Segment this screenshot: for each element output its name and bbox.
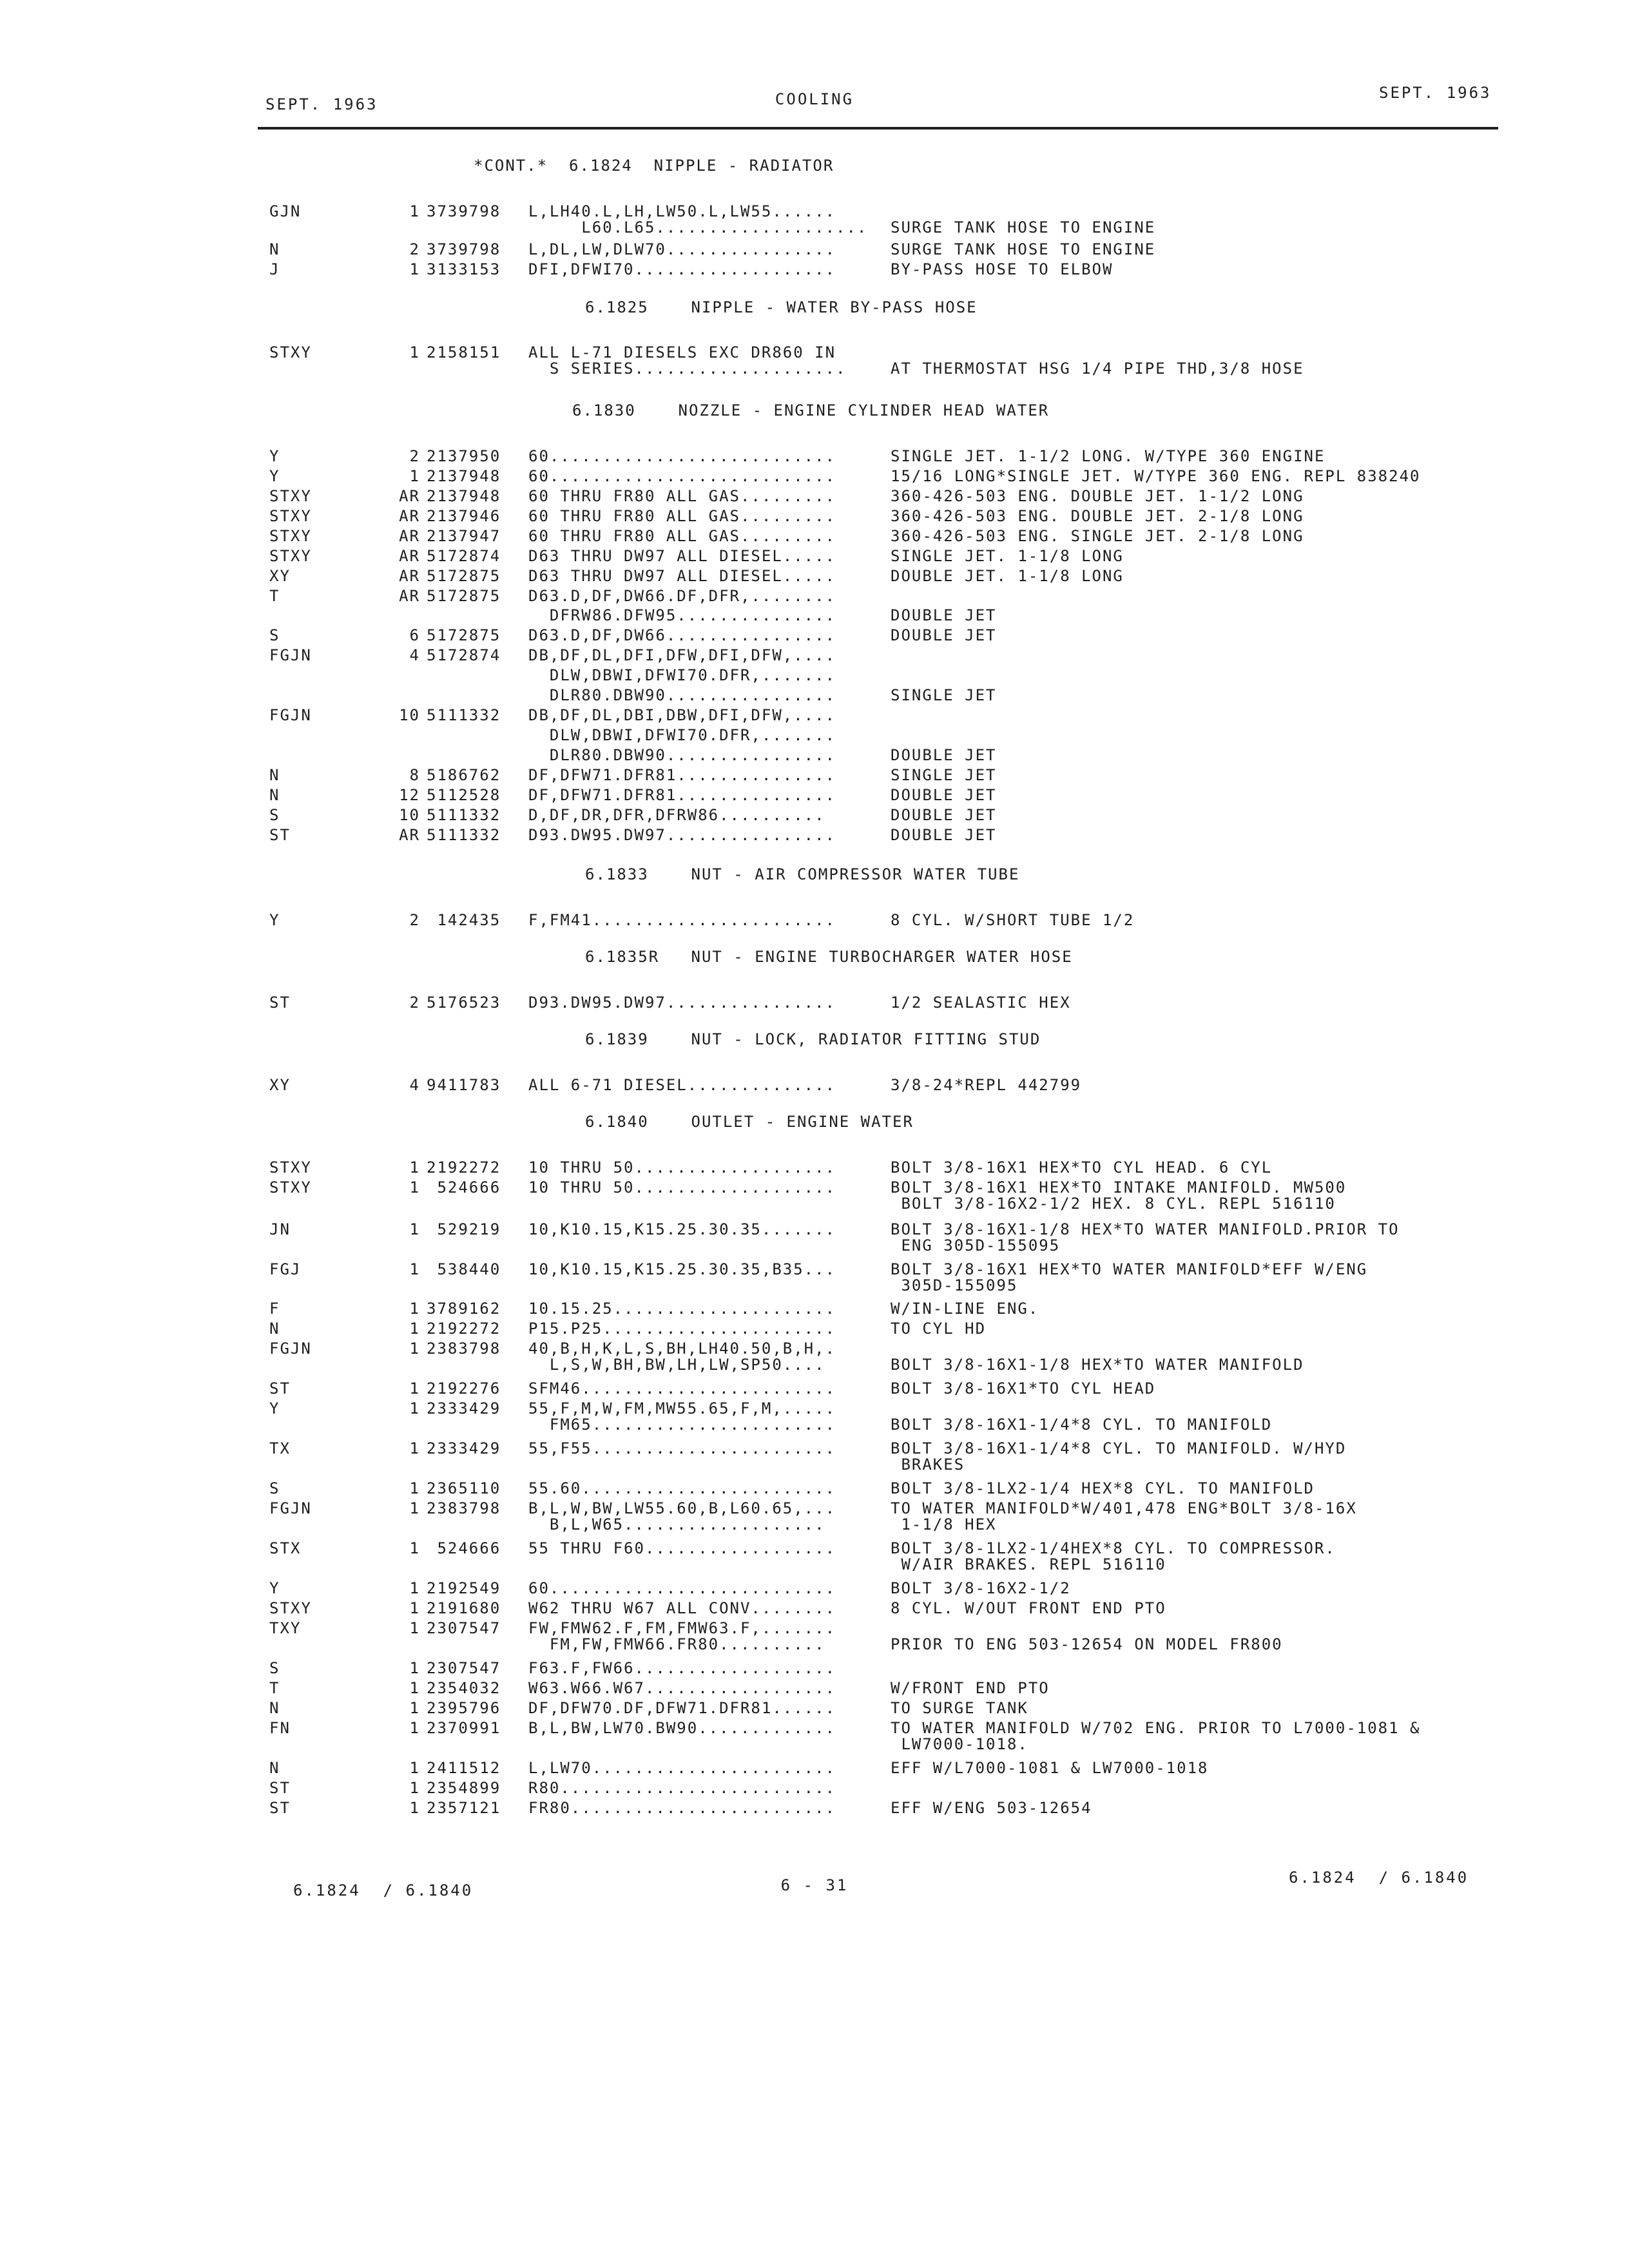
model-applicability: 60........................... xyxy=(528,467,836,485)
ref-code: STXY xyxy=(269,547,312,565)
part-description: SINGLE JET. 1-1/2 LONG. W/TYPE 360 ENGINE xyxy=(891,447,1325,465)
model-applicability: D93.DW95.DW97................ xyxy=(528,826,836,844)
part-number: 3739798 xyxy=(427,240,501,258)
part-description: 15/16 LONG*SINGLE JET. W/TYPE 360 ENG. REPL 838240 xyxy=(891,467,1421,485)
ref-code: Y xyxy=(269,1399,280,1418)
part-description: DOUBLE JET xyxy=(891,786,997,804)
quantity: 1 xyxy=(409,1539,420,1557)
part-description: BOLT 3/8-16X2-1/2 HEX. 8 CYL. REPL 516110 xyxy=(891,1195,1336,1213)
model-applicability: F63.F,FW66................... xyxy=(528,1659,836,1677)
section-heading: *CONT.* 6.1824 NIPPLE - RADIATOR xyxy=(474,157,834,175)
header-section-title: COOLING xyxy=(775,90,854,108)
quantity: AR xyxy=(399,507,420,525)
part-number: 5111332 xyxy=(427,706,501,724)
quantity: 2 xyxy=(409,447,420,465)
part-number: 2354899 xyxy=(427,1779,501,1797)
model-applicability: L,LW70....................... xyxy=(528,1759,836,1777)
model-applicability: B,L,BW,LW70.BW90............. xyxy=(528,1719,836,1737)
section-heading: 6.1839 NUT - LOCK, RADIATOR FITTING STUD xyxy=(585,1030,1041,1048)
part-description: 3/8-24*REPL 442799 xyxy=(891,1076,1082,1094)
ref-code: S xyxy=(269,626,280,644)
model-applicability: DB,DF,DL,DBI,DBW,DFI,DFW,.... xyxy=(528,706,836,724)
footer-left-range: 6.1824 / 6.1840 xyxy=(293,1881,474,1899)
part-description: DOUBLE JET xyxy=(891,746,997,764)
model-applicability: DFI,DFWI70................... xyxy=(528,260,836,278)
model-applicability: B,L,W65................... xyxy=(528,1515,825,1533)
ref-code: S xyxy=(269,1659,280,1677)
model-applicability: FM,FW,FMW66.FR80.......... xyxy=(528,1635,825,1653)
model-applicability: 55,F55....................... xyxy=(528,1439,836,1457)
model-applicability: R80.......................... xyxy=(528,1779,836,1797)
part-description: BOLT 3/8-16X1-1/8 HEX*TO WATER MANIFOLD xyxy=(891,1356,1304,1374)
part-number: 5172874 xyxy=(427,646,501,664)
part-description: BOLT 3/8-16X1*TO CYL HEAD xyxy=(891,1379,1156,1398)
ref-code: F xyxy=(269,1300,280,1318)
header-right-date: SEPT. 1963 xyxy=(1379,84,1492,102)
footer-right-range: 6.1824 / 6.1840 xyxy=(1289,1869,1469,1887)
model-applicability: 10,K10.15,K15.25.30.35,B35... xyxy=(528,1260,836,1278)
ref-code: Y xyxy=(269,1579,280,1597)
ref-code: N xyxy=(269,240,280,258)
model-applicability: 55,F,M,W,FM,MW55.65,F,M,..... xyxy=(528,1399,836,1418)
part-number: 2365110 xyxy=(427,1479,501,1497)
part-number: 5172875 xyxy=(427,587,501,605)
ref-code: T xyxy=(269,587,280,605)
part-number: 2137947 xyxy=(427,527,501,545)
quantity: 1 xyxy=(409,1579,420,1597)
ref-code: FGJN xyxy=(269,706,312,724)
model-applicability: B,L,W,BW,LW55.60,B,L60.65,... xyxy=(528,1499,836,1517)
part-number: 2192272 xyxy=(427,1320,501,1338)
ref-code: TX xyxy=(269,1439,291,1457)
part-number: 3789162 xyxy=(427,1300,501,1318)
section-heading: 6.1825 NIPPLE - WATER BY-PASS HOSE xyxy=(585,298,978,316)
model-applicability: 60........................... xyxy=(528,447,836,465)
quantity: 1 xyxy=(409,1340,420,1358)
quantity: 1 xyxy=(409,260,420,278)
part-description: BOLT 3/8-1LX2-1/4HEX*8 CYL. TO COMPRESSOR. xyxy=(891,1539,1336,1557)
part-number: 2307547 xyxy=(427,1619,501,1637)
part-number: 5112528 xyxy=(427,786,501,804)
ref-code: FN xyxy=(269,1719,291,1737)
model-applicability: 60 THRU FR80 ALL GAS......... xyxy=(528,487,836,505)
quantity: 1 xyxy=(409,1619,420,1637)
part-number: 2395796 xyxy=(427,1699,501,1717)
part-number: 2192549 xyxy=(427,1579,501,1597)
quantity: 1 xyxy=(409,1599,420,1617)
quantity: 1 xyxy=(409,1759,420,1777)
ref-code: XY xyxy=(269,567,291,585)
part-description: DOUBLE JET xyxy=(891,606,997,624)
part-number: 2383798 xyxy=(427,1340,501,1358)
part-number: 2354032 xyxy=(427,1679,501,1697)
part-number: 3133153 xyxy=(427,260,501,278)
model-applicability: 10 THRU 50................... xyxy=(528,1158,836,1177)
part-description: TO CYL HD xyxy=(891,1320,987,1338)
quantity: 1 xyxy=(409,1220,420,1238)
part-description: BOLT 3/8-1LX2-1/4 HEX*8 CYL. TO MANIFOLD xyxy=(891,1479,1315,1497)
part-description: 305D-155095 xyxy=(891,1276,1018,1294)
quantity: 1 xyxy=(409,1439,420,1457)
quantity: 1 xyxy=(409,1178,420,1196)
quantity: AR xyxy=(399,587,420,605)
ref-code: Y xyxy=(269,447,280,465)
part-description: BRAKES xyxy=(891,1456,965,1474)
part-number: 2411512 xyxy=(427,1759,501,1777)
model-applicability: 60........................... xyxy=(528,1579,836,1597)
quantity: 1 xyxy=(409,1399,420,1418)
ref-code: ST xyxy=(269,994,291,1012)
model-applicability: D93.DW95.DW97................ xyxy=(528,994,836,1012)
section-heading: 6.1840 OUTLET - ENGINE WATER xyxy=(585,1113,914,1131)
model-applicability: 10 THRU 50................... xyxy=(528,1178,836,1196)
model-applicability: FM65....................... xyxy=(528,1416,836,1434)
ref-code: S xyxy=(269,806,280,824)
part-number: 2370991 xyxy=(427,1719,501,1737)
model-applicability: FR80......................... xyxy=(528,1799,836,1817)
part-number: 142435 xyxy=(427,911,501,929)
model-applicability: 40,B,H,K,L,S,BH,LH40.50,B,H,. xyxy=(528,1340,836,1358)
model-applicability: 55.60........................ xyxy=(528,1479,836,1497)
part-description: AT THERMOSTAT HSG 1/4 PIPE THD,3/8 HOSE xyxy=(891,360,1304,378)
part-description: LW7000-1018. xyxy=(891,1735,1028,1753)
quantity: 10 xyxy=(399,806,420,824)
part-description: DOUBLE JET xyxy=(891,826,997,844)
part-number: 2137948 xyxy=(427,467,501,485)
part-number: 5111332 xyxy=(427,826,501,844)
ref-code: N xyxy=(269,1320,280,1338)
part-description: TO WATER MANIFOLD*W/401,478 ENG*BOLT 3/8-16X xyxy=(891,1499,1357,1517)
quantity: 1 xyxy=(409,1659,420,1677)
quantity: AR xyxy=(399,826,420,844)
part-description: W/FRONT END PTO xyxy=(891,1679,1050,1697)
part-number: 9411783 xyxy=(427,1076,501,1094)
ref-code: ST xyxy=(269,1379,291,1398)
quantity: 2 xyxy=(409,240,420,258)
model-applicability: D,DF,DR,DFR,DFRW86.......... xyxy=(528,806,825,824)
model-applicability: F,FM41....................... xyxy=(528,911,836,929)
model-applicability: DB,DF,DL,DFI,DFW,DFI,DFW,.... xyxy=(528,646,836,664)
model-applicability: ALL 6-71 DIESEL.............. xyxy=(528,1076,836,1094)
part-number: 524666 xyxy=(427,1539,501,1557)
part-description: BOLT 3/8-16X1-1/4*8 CYL. TO MANIFOLD. W/HYD xyxy=(891,1439,1347,1457)
model-applicability: L,LH40.L,LH,LW50.L,LW55...... xyxy=(528,202,836,220)
ref-code: FGJN xyxy=(269,1340,312,1358)
model-applicability: L60.L65.................... xyxy=(528,218,868,236)
section-heading: 6.1830 NOZZLE - ENGINE CYLINDER HEAD WATER xyxy=(572,401,1050,419)
quantity: 1 xyxy=(409,1499,420,1517)
ref-code: J xyxy=(269,260,280,278)
quantity: 1 xyxy=(409,1699,420,1717)
model-applicability: 10.15.25..................... xyxy=(528,1300,836,1318)
ref-code: FGJN xyxy=(269,646,312,664)
model-applicability: DLW,DBWI,DFWI70.DFR,....... xyxy=(528,666,836,684)
part-description: DOUBLE JET xyxy=(891,626,997,644)
section-heading: 6.1835R NUT - ENGINE TURBOCHARGER WATER HOSE xyxy=(585,948,1073,966)
quantity: 4 xyxy=(409,1076,420,1094)
part-description: EFF W/L7000-1081 & LW7000-1018 xyxy=(891,1759,1209,1777)
part-number: 2137946 xyxy=(427,507,501,525)
part-description: SURGE TANK HOSE TO ENGINE xyxy=(891,240,1156,258)
quantity: 8 xyxy=(409,766,420,784)
model-applicability: DF,DFW70.DF,DFW71.DFR81...... xyxy=(528,1699,836,1717)
ref-code: ST xyxy=(269,826,291,844)
part-description: 1-1/8 HEX xyxy=(891,1515,997,1533)
ref-code: ST xyxy=(269,1799,291,1817)
model-applicability: D63.D,DF,DW66.DF,DFR,........ xyxy=(528,587,836,605)
part-description: BOLT 3/8-16X1 HEX*TO WATER MANIFOLD*EFF W/ENG xyxy=(891,1260,1368,1278)
part-description: 360-426-503 ENG. DOUBLE JET. 2-1/8 LONG xyxy=(891,507,1304,525)
part-number: 2191680 xyxy=(427,1599,501,1617)
part-number: 5111332 xyxy=(427,806,501,824)
part-number: 2192276 xyxy=(427,1379,501,1398)
model-applicability: DLW,DBWI,DFWI70.DFR,....... xyxy=(528,726,836,744)
ref-code: FGJN xyxy=(269,1499,312,1517)
ref-code: STXY xyxy=(269,1158,312,1177)
part-number: 538440 xyxy=(427,1260,501,1278)
quantity: 1 xyxy=(409,1719,420,1737)
quantity: 1 xyxy=(409,1379,420,1398)
ref-code: TXY xyxy=(269,1619,302,1637)
part-number: 2137948 xyxy=(427,487,501,505)
part-number: 529219 xyxy=(427,1220,501,1238)
quantity: 1 xyxy=(409,467,420,485)
model-applicability: DLR80.DBW90................ xyxy=(528,746,836,764)
ref-code: JN xyxy=(269,1220,291,1238)
part-description: TO SURGE TANK xyxy=(891,1699,1028,1717)
section-heading: 6.1833 NUT - AIR COMPRESSOR WATER TUBE xyxy=(585,865,1020,883)
quantity: 6 xyxy=(409,626,420,644)
model-applicability: 10,K10.15,K15.25.30.35....... xyxy=(528,1220,836,1238)
ref-code: STXY xyxy=(269,1599,312,1617)
part-description: SURGE TANK HOSE TO ENGINE xyxy=(891,218,1156,236)
quantity: 1 xyxy=(409,1679,420,1697)
part-description: W/IN-LINE ENG. xyxy=(891,1300,1039,1318)
model-applicability: D63 THRU DW97 ALL DIESEL..... xyxy=(528,567,836,585)
part-description: 360-426-503 ENG. SINGLE JET. 2-1/8 LONG xyxy=(891,527,1304,545)
part-description: TO WATER MANIFOLD W/702 ENG. PRIOR TO L7000-1081 & xyxy=(891,1719,1421,1737)
part-number: 2137950 xyxy=(427,447,501,465)
part-description: SINGLE JET xyxy=(891,766,997,784)
model-applicability: D63 THRU DW97 ALL DIESEL..... xyxy=(528,547,836,565)
quantity: 1 xyxy=(409,1260,420,1278)
quantity: 4 xyxy=(409,646,420,664)
part-description: BOLT 3/8-16X1 HEX*TO CYL HEAD. 6 CYL xyxy=(891,1158,1273,1177)
part-description: ENG 305D-155095 xyxy=(891,1236,1061,1254)
quantity: 1 xyxy=(409,1779,420,1797)
model-applicability: S SERIES.................... xyxy=(528,360,847,378)
quantity: 1 xyxy=(409,202,420,220)
quantity: 1 xyxy=(409,1300,420,1318)
quantity: 2 xyxy=(409,911,420,929)
footer-page-number: 6 - 31 xyxy=(780,1876,849,1894)
part-description: 8 CYL. W/OUT FRONT END PTO xyxy=(891,1599,1166,1617)
quantity: AR xyxy=(399,487,420,505)
part-number: 2158151 xyxy=(427,343,501,361)
quantity: AR xyxy=(399,527,420,545)
part-number: 2333429 xyxy=(427,1439,501,1457)
ref-code: STXY xyxy=(269,487,312,505)
ref-code: N xyxy=(269,1699,280,1717)
model-applicability: DFRW86.DFW95............... xyxy=(528,606,836,624)
part-number: 5172875 xyxy=(427,567,501,585)
part-number: 3739798 xyxy=(427,202,501,220)
part-description: EFF W/ENG 503-12654 xyxy=(891,1799,1092,1817)
ref-code: S xyxy=(269,1479,280,1497)
part-number: 2357121 xyxy=(427,1799,501,1817)
ref-code: N xyxy=(269,1759,280,1777)
part-description: 1/2 SEALASTIC HEX xyxy=(891,994,1071,1012)
quantity: 1 xyxy=(409,1479,420,1497)
part-description: BOLT 3/8-16X1-1/4*8 CYL. TO MANIFOLD xyxy=(891,1416,1273,1434)
part-description: BY-PASS HOSE TO ELBOW xyxy=(891,260,1113,278)
part-description: SINGLE JET. 1-1/8 LONG xyxy=(891,547,1124,565)
model-applicability: DLR80.DBW90................ xyxy=(528,686,836,704)
model-applicability: D63.D,DF,DW66................ xyxy=(528,626,836,644)
ref-code: N xyxy=(269,766,280,784)
model-applicability: W62 THRU W67 ALL CONV........ xyxy=(528,1599,836,1617)
model-applicability: SFM46........................ xyxy=(528,1379,836,1398)
ref-code: STXY xyxy=(269,1178,312,1196)
ref-code: ST xyxy=(269,1779,291,1797)
ref-code: GJN xyxy=(269,202,302,220)
part-description: BOLT 3/8-16X2-1/2 xyxy=(891,1579,1071,1597)
ref-code: STX xyxy=(269,1539,302,1557)
ref-code: XY xyxy=(269,1076,291,1094)
quantity: 12 xyxy=(399,786,420,804)
model-applicability: 60 THRU FR80 ALL GAS......... xyxy=(528,507,836,525)
part-number: 5186762 xyxy=(427,766,501,784)
model-applicability: L,DL,LW,DLW70................ xyxy=(528,240,836,258)
ref-code: N xyxy=(269,786,280,804)
part-description: DOUBLE JET. 1-1/8 LONG xyxy=(891,567,1124,585)
model-applicability: 55 THRU F60.................. xyxy=(528,1539,836,1557)
quantity: 10 xyxy=(399,706,420,724)
part-number: 5176523 xyxy=(427,994,501,1012)
part-number: 2307547 xyxy=(427,1659,501,1677)
model-applicability: DF,DFW71.DFR81............... xyxy=(528,786,836,804)
part-number: 5172875 xyxy=(427,626,501,644)
header-left-date: SEPT. 1963 xyxy=(265,95,378,113)
part-number: 5172874 xyxy=(427,547,501,565)
model-applicability: FW,FMW62.F,FM,FMW63.F,....... xyxy=(528,1619,836,1637)
part-number: 2192272 xyxy=(427,1158,501,1177)
ref-code: T xyxy=(269,1679,280,1697)
ref-code: FGJ xyxy=(269,1260,302,1278)
model-applicability: W63.W66.W67.................. xyxy=(528,1679,836,1697)
quantity: 1 xyxy=(409,1799,420,1817)
quantity: 1 xyxy=(409,1158,420,1177)
part-number: 2383798 xyxy=(427,1499,501,1517)
ref-code: STXY xyxy=(269,507,312,525)
quantity: 1 xyxy=(409,343,420,361)
part-description: 8 CYL. W/SHORT TUBE 1/2 xyxy=(891,911,1135,929)
part-description: DOUBLE JET xyxy=(891,806,997,824)
part-description: BOLT 3/8-16X1-1/8 HEX*TO WATER MANIFOLD.PRIOR TO xyxy=(891,1220,1400,1238)
ref-code: STXY xyxy=(269,343,312,361)
part-description: PRIOR TO ENG 503-12654 ON MODEL FR800 xyxy=(891,1635,1283,1653)
quantity: 1 xyxy=(409,1320,420,1338)
model-applicability: L,S,W,BH,BW,LH,LW,SP50.... xyxy=(528,1356,825,1374)
part-description: W/AIR BRAKES. REPL 516110 xyxy=(891,1555,1166,1573)
quantity: AR xyxy=(399,567,420,585)
part-description: SINGLE JET xyxy=(891,686,997,704)
ref-code: Y xyxy=(269,467,280,485)
part-number: 524666 xyxy=(427,1178,501,1196)
part-description: 360-426-503 ENG. DOUBLE JET. 1-1/2 LONG xyxy=(891,487,1304,505)
quantity: AR xyxy=(399,547,420,565)
model-applicability: DF,DFW71.DFR81............... xyxy=(528,766,836,784)
part-description: BOLT 3/8-16X1 HEX*TO INTAKE MANIFOLD. MW500 xyxy=(891,1178,1347,1196)
ref-code: Y xyxy=(269,911,280,929)
model-applicability: 60 THRU FR80 ALL GAS......... xyxy=(528,527,836,545)
ref-code: STXY xyxy=(269,527,312,545)
quantity: 2 xyxy=(409,994,420,1012)
model-applicability: ALL L-71 DIESELS EXC DR860 IN xyxy=(528,343,836,361)
model-applicability: P15.P25...................... xyxy=(528,1320,836,1338)
part-number: 2333429 xyxy=(427,1399,501,1418)
